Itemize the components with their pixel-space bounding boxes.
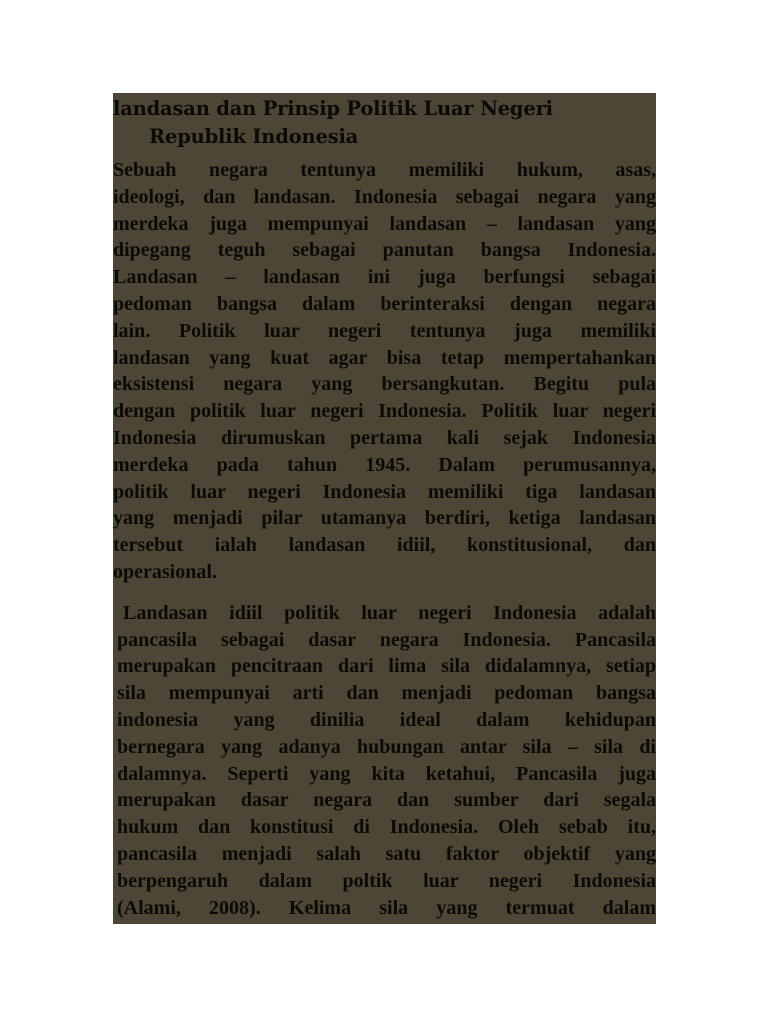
text-line: ideologi, dan landasan. Indonesia sebagai negara yang — [113, 185, 656, 208]
text-line: pancasila sebagai dasar negara Indonesia. Pancasila — [117, 628, 656, 651]
text-line: merdeka pada tahun 1945. Dalam perumusannya, — [113, 453, 656, 476]
text-line: yang menjadi pilar utamanya berdiri, ketiga landasan — [113, 507, 656, 530]
text-line: landasan yang kuat agar bisa tetap mempertahankan — [113, 346, 656, 369]
text-line: Landasan – landasan ini juga berfungsi sebagai — [113, 266, 656, 289]
text-line: operasional. — [113, 560, 217, 583]
text-line: Landasan idiil politik luar negeri Indonesia adalah — [123, 601, 656, 624]
paragraph-intro — [113, 157, 656, 586]
document-page — [113, 93, 656, 924]
text-line: lain. Politik luar negeri tentunya juga memiliki — [113, 319, 656, 342]
text-line: hukum dan konstitusi di Indonesia. Oleh sebab itu, — [117, 816, 656, 839]
text-line: Sebuah negara tentunya memiliki hukum, asas, — [113, 159, 656, 181]
paragraph-landasan-idiil — [113, 600, 656, 922]
text-line: merupakan dasar negara dan sumber dari segala — [117, 789, 656, 812]
text-line: sila mempunyai arti dan menjadi pedoman bangsa — [117, 682, 656, 705]
text-line: eksistensi negara yang bersangkutan. Begitu pula — [113, 373, 656, 396]
text-line: indonesia yang dinilia ideal dalam kehidupan — [117, 708, 656, 731]
text-line: (Alami, 2008). Kelima sila yang termuat dalam — [117, 896, 656, 919]
text-line: politik luar negeri Indonesia memiliki tiga landasan — [113, 480, 656, 503]
text-line: Indonesia dirumuskan pertama kali sejak Indonesia — [113, 426, 656, 449]
text-line: merupakan pencitraan dari lima sila didalamnya, setiap — [117, 655, 656, 678]
text-line: pancasila menjadi salah satu faktor objektif yang — [117, 842, 656, 865]
text-line: merdeka juga mempunyai landasan – landasan yang — [113, 212, 656, 235]
text-line: pedoman bangsa dalam berinteraksi dengan negara — [113, 292, 656, 315]
text-line: dengan politik luar negeri Indonesia. Politik luar negeri — [113, 400, 656, 423]
title-line-1: landasan dan Prinsip Politik Luar Negeri — [113, 97, 553, 120]
text-line: bernegara yang adanya hubungan antar sila – sila di — [117, 735, 656, 758]
title-line-2: Republik Indonesia — [149, 125, 359, 148]
document-title — [113, 93, 656, 151]
text-line: berpengaruh dalam poltik luar negeri Indonesia — [117, 869, 656, 892]
text-line: dalamnya. Seperti yang kita ketahui, Pancasila juga — [117, 762, 656, 785]
text-line: dipegang teguh sebagai panutan bangsa Indonesia. — [113, 239, 656, 262]
text-line: tersebut ialah landasan idiil, konstitusional, dan — [113, 534, 656, 557]
